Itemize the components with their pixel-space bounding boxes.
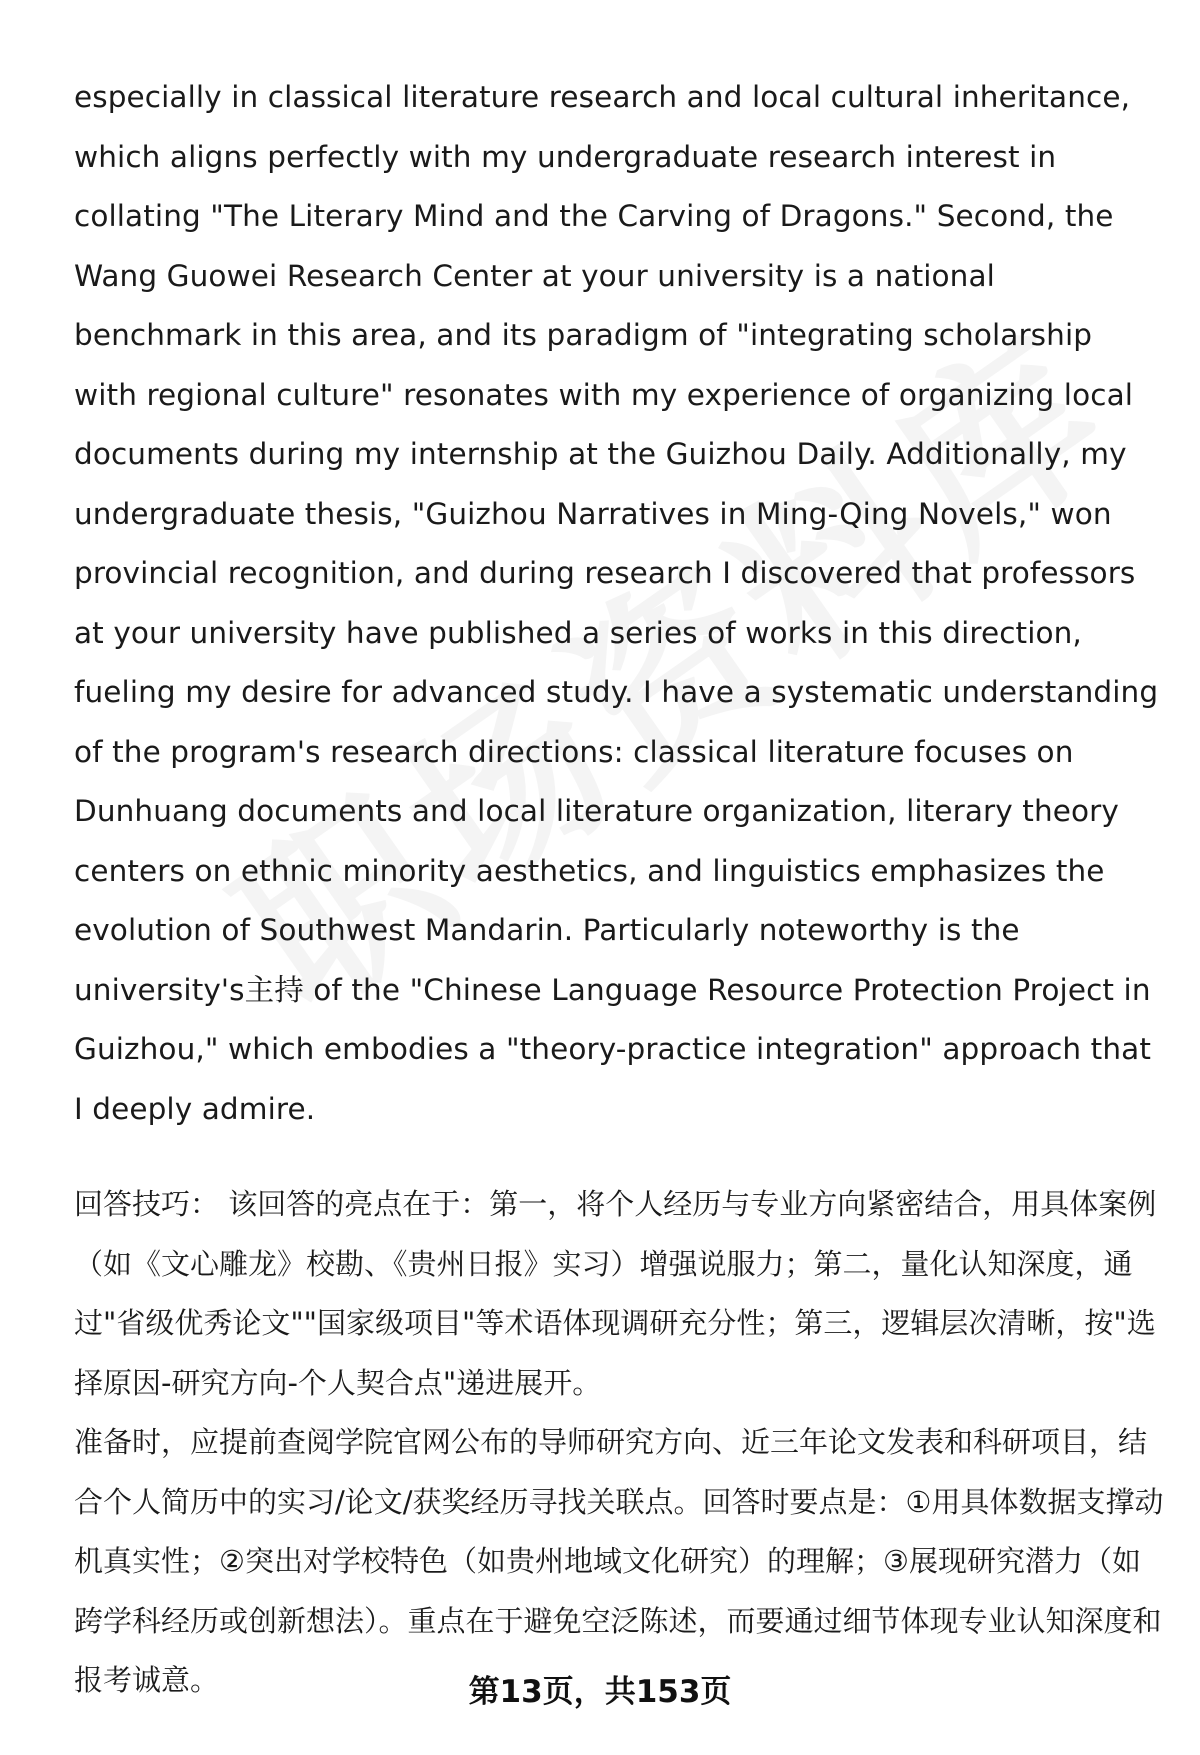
tips-preparation-paragraph: 准备时，应提前查阅学院官网公布的导师研究方向、近三年论文发表和科研项目，结合个人简历中的实习/论文/获奖经历寻找关联点。回答时要点是：①用具体数据支撑动机真实性；②突出对学校特色（如贵州地域文化研究）的理解；③展现研究潜力（如跨学科经历或创新想法）。重点在于避免空泛陈述，而要通过细节体现专业认知深度和报考诚意。: [74, 1425, 1164, 1697]
tips-label: 回答技巧：: [74, 1187, 220, 1221]
answer-paragraph: especially in classical literature research and local cultural inheritance, which aligns perfectly with my undergraduate research interest in collating "The Literary Mind and the Carving of Dragons." Second, the Wang Guowei Research Center at your university is a national benchmark in this area, and its paradigm of "integrating scholarship with regional culture" resonates with my experience of organizing local documents during my internship at the Guizhou Daily. Additionally, my undergraduate thesis, "Guizhou Narratives in Ming-Qing Novels," won provincial recognition, and during research I discovered that professors at your university have published a series of works in this direction, fueling my desire for advanced study. I have a systematic understanding of the program's research directions: classical literature focuses on Dunhuang documents and local literature organization, literary theory centers on ethnic minority aesthetics, and linguistics emphasizes the evolution of Southwest Mandarin. Particularly noteworthy is the university's主持 of the "Chinese Language Resource Protection Project in Guizhou," which embodies a "theory-practice integration" approach that I deeply admire.: [74, 80, 1159, 1126]
tips-highlight-text: 该回答的亮点在于：第一，将个人经历与专业方向紧密结合，用具体案例（如《文心雕龙》校勘、《贵州日报》实习）增强说服力；第二，量化认知深度，通过"省级优秀论文""国家级项目"等术语体现调研充分性；第三，逻辑层次清晰，按"选择原因-研究方向-个人契合点"递进展开。: [74, 1187, 1157, 1400]
tips-highlight-paragraph: [74, 1175, 1164, 1413]
page-content: [74, 68, 1164, 1711]
answer-tips: [74, 1175, 1164, 1711]
page-number: 第13页，共153页: [468, 1674, 732, 1710]
